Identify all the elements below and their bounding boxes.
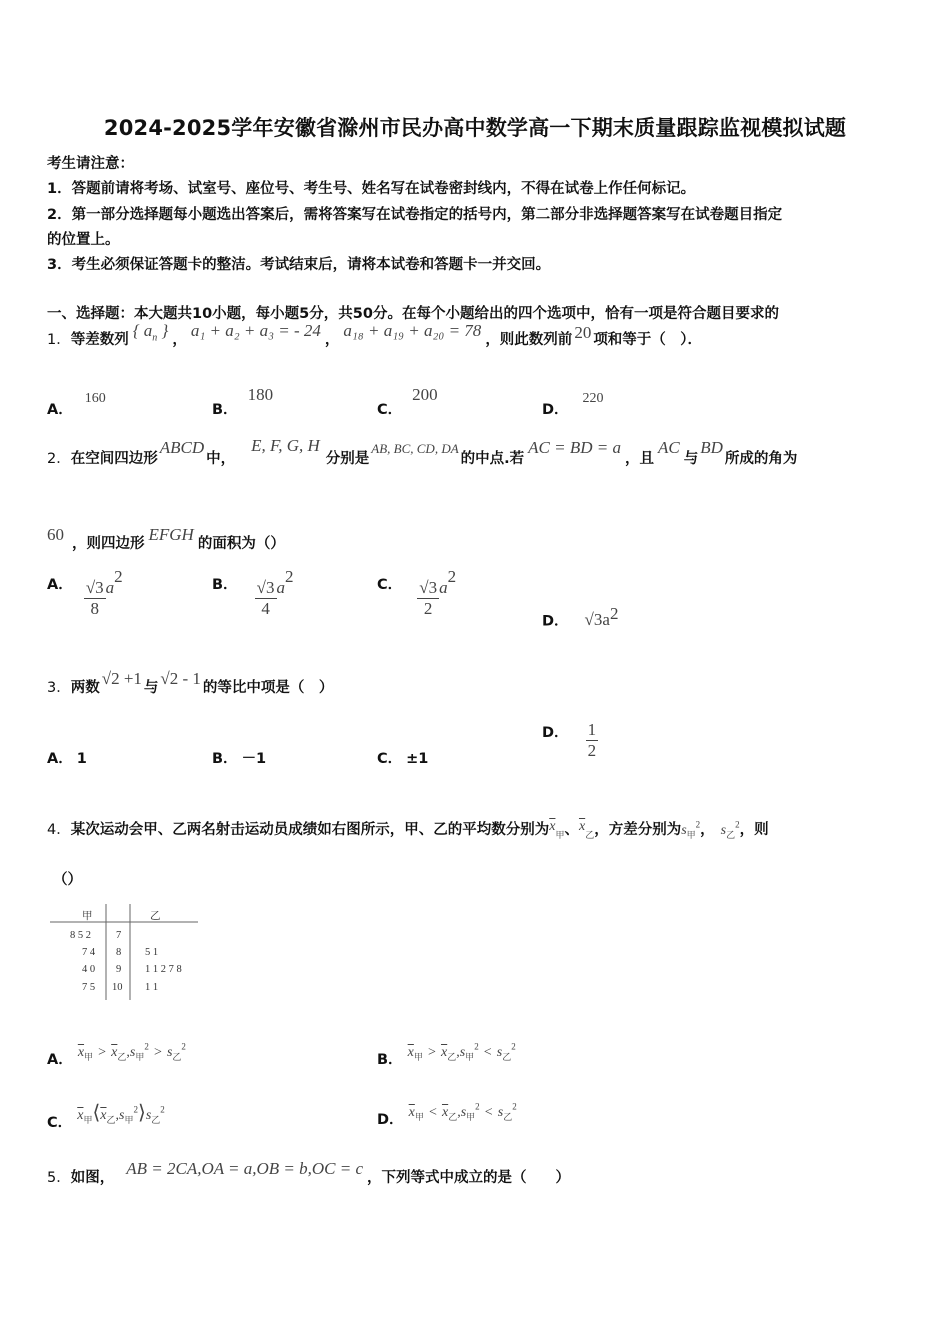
q2-option-b-a: a — [276, 577, 285, 597]
q4-a-op2: > — [153, 1045, 162, 1060]
q2-option-a-den: 8 — [90, 598, 99, 618]
q4-option-a[interactable]: A． $\overline{x}_甲 > \overline{x}_乙,s_甲^2 > s_乙^2$ — [47, 1041, 186, 1068]
question-1 — [47, 321, 703, 351]
q3-option-c-value: ±1 — [406, 751, 429, 767]
q4-sep: 、 — [564, 822, 579, 838]
q4-xbar-jia: $\overline{x}$ — [549, 819, 556, 834]
q4-c-x1: $\overline{x}$ — [77, 1108, 84, 1123]
q2-option-b[interactable] — [212, 567, 294, 618]
q4-a-s1: s — [129, 1045, 136, 1060]
q4-text-1: 某次运动会甲、乙两名射击运动员成绩如右图所示，甲、乙的平均数分别为 — [70, 822, 550, 838]
notice-item-2-cont: 的位置上。 — [47, 232, 120, 248]
stem-head-left: 甲 — [82, 911, 93, 922]
q2-option-c-a: a — [439, 577, 448, 597]
q4-b-sq1: 2 — [474, 1041, 479, 1052]
q4-s-sub-jia: 甲 — [686, 830, 696, 841]
stem-row-3-left: 4 0 — [82, 964, 96, 975]
stem-row-1-left: 8 5 2 — [70, 930, 91, 941]
question-5 — [47, 1159, 571, 1187]
q4-c-sq1: 2 — [133, 1104, 138, 1115]
q2-abcd: ABCD — [159, 438, 205, 457]
q4-b-op1: > — [427, 1045, 436, 1060]
q4-number: 4． — [47, 822, 71, 838]
q5-text-2: ，下列等式中成立的是（ ） — [367, 1170, 571, 1186]
q2-option-b-den: 4 — [261, 598, 270, 618]
q4-sub-jia: 甲 — [555, 830, 565, 841]
q2-option-a-a: a — [105, 577, 115, 597]
q4-d-ssub2: 乙 — [503, 1112, 513, 1123]
q4-option-c-label: C． — [47, 1115, 73, 1131]
q1-number: 1． — [47, 332, 71, 348]
q4-b-x1: $\overline{x}$ — [407, 1045, 414, 1060]
q1-text-1: 等差数列 — [70, 332, 129, 348]
q4-a-sq1: 2 — [144, 1041, 149, 1052]
stem-head-right: 乙 — [150, 911, 161, 922]
question-2 — [47, 436, 798, 468]
q4-d-x2: $\overline{x}$ — [441, 1105, 449, 1120]
q3-option-d[interactable] — [542, 720, 598, 760]
q4-b-sub1: 甲 — [413, 1052, 423, 1063]
q2-text-6: 与 — [683, 451, 699, 467]
q4-option-d-label: D． — [377, 1112, 404, 1128]
stem-row-2-stem: 8 — [116, 947, 122, 958]
q4-text-2: ，方差分别为 — [594, 822, 682, 838]
q1-option-a-value: 160 — [84, 391, 106, 406]
q2-text-2: 中， — [206, 451, 236, 467]
q2-text-8: ，则四边形 — [72, 536, 145, 552]
section-heading: 一、选择题：本大题共10小题，每小题5分，共50分。在每个小题给出的四个选项中，恰有一项是符合题目要求的 — [47, 306, 779, 322]
q4-d-op1: < — [428, 1105, 437, 1120]
q2-option-c-label: C． — [377, 576, 403, 593]
q2-option-a[interactable] — [47, 567, 123, 618]
q4-d-ssub1: 甲 — [466, 1112, 476, 1123]
q3-value-b: √2 - 1 — [160, 669, 201, 688]
q3-value-a: √2 +1 — [101, 669, 142, 688]
q4-s-sq-jia: 2 — [695, 819, 701, 830]
q4-option-b-label: B． — [377, 1052, 403, 1068]
q4-a-x2: $\overline{x}$ — [111, 1045, 118, 1060]
q2-option-d-expr: √3a — [584, 610, 610, 630]
stem-row-1-stem: 7 — [116, 930, 122, 941]
q3-text-1: 两数 — [70, 680, 100, 696]
q3-option-b-value: －1 — [241, 751, 267, 767]
q4-c-s2: s — [145, 1108, 152, 1123]
q1-option-c-label: C． — [377, 402, 403, 418]
q3-option-a[interactable] — [47, 747, 87, 768]
q3-option-a-value: 1 — [76, 751, 87, 767]
notice-item-1: 1．答题前请将考场、试室号、座位号、考生号、姓名写在试卷密封线内，不得在试卷上作任何标记。 — [47, 181, 696, 197]
q3-option-b[interactable] — [212, 747, 266, 768]
q4-c-x2: $\overline{x}$ — [100, 1108, 107, 1123]
q4-a-ssub1: 甲 — [135, 1052, 145, 1063]
q1-seq-close: } — [157, 321, 169, 340]
q1-option-a-label: A． — [47, 402, 73, 418]
q4-d-sq1: 2 — [475, 1101, 480, 1112]
q1-text-2: ，则此数列前 — [485, 332, 573, 348]
stem-leaf-plot — [48, 904, 208, 1004]
q4-c-ssub1: 甲 — [124, 1115, 134, 1126]
q4-d-sub1: 甲 — [414, 1112, 424, 1123]
q4-b-s2: s — [496, 1045, 503, 1060]
q2-option-a-label: A． — [47, 576, 73, 593]
question-2-cont — [47, 525, 285, 553]
q2-option-c-num: √3 — [419, 578, 438, 597]
q3-number: 3． — [47, 680, 71, 696]
q2-option-b-label: B． — [212, 576, 238, 593]
q2-number: 2． — [47, 451, 71, 467]
q3-text-2: 与 — [143, 680, 159, 696]
q4-d-op2: < — [484, 1105, 493, 1120]
q2-option-d-exp: 2 — [609, 604, 619, 623]
q4-option-a-label: A． — [47, 1052, 73, 1068]
q1-option-a[interactable] — [47, 386, 106, 418]
q4-d-x1: $\overline{x}$ — [408, 1105, 415, 1120]
q2-option-c[interactable] — [377, 567, 457, 618]
q2-text-3: 分别是 — [325, 451, 370, 467]
stem-row-4-left: 7 5 — [82, 982, 96, 993]
q1-cond-1: a₁ + a₂ + a₃ = - 24 — [190, 321, 321, 340]
q4-text-3: ，则 — [739, 822, 769, 838]
q4-b-x2: $\overline{x}$ — [440, 1045, 448, 1060]
q2-option-b-num: √3 — [256, 578, 275, 597]
stem-row-4-right: 1 1 — [145, 982, 159, 993]
stem-leaf-lines — [48, 904, 208, 1004]
stem-row-2-left: 7 4 — [82, 947, 96, 958]
q1-option-b-label: B． — [212, 402, 238, 418]
q4-a-x1: $\overline{x}$ — [77, 1045, 85, 1060]
q1-seq: { a — [132, 321, 153, 340]
q2-text-7: 所成的角为 — [724, 451, 798, 467]
q2-option-c-den: 2 — [423, 598, 433, 618]
q1-option-c[interactable] — [377, 384, 438, 418]
q2-option-a-num: √3 — [85, 578, 104, 597]
q4-a-sub2: 乙 — [117, 1052, 127, 1063]
q2-text-4: 的中点.若 — [460, 451, 525, 467]
q4-option-d[interactable]: D． $\overline{x}_甲 < \overline{x}_乙,s_甲^2 < s_乙^2$ — [377, 1101, 517, 1128]
q3-text-3: 的等比中项是（ ） — [202, 680, 334, 696]
q2-option-b-exp: 2 — [285, 567, 294, 587]
q1-cond-2: a₁₈ + a₁₉ + a₂₀ = 78 — [343, 321, 482, 340]
q4-d-s1: s — [460, 1105, 467, 1120]
q1-option-b-value: 180 — [247, 385, 274, 404]
q4-b-s1: s — [459, 1045, 466, 1060]
q1-n20: 20 — [574, 323, 592, 342]
q2-option-d[interactable] — [542, 604, 618, 630]
q4-a-op1: > — [98, 1045, 107, 1060]
q2-equation: AC = BD = a — [528, 438, 621, 457]
q2-bd: BD — [700, 438, 723, 457]
q4-a-sub1: 甲 — [84, 1052, 94, 1063]
q4-option-b[interactable]: B． $\overline{x}_甲 > \overline{x}_乙,s_甲^2 < s_乙^2$ — [377, 1041, 516, 1068]
stem-row-3-stem: 9 — [116, 964, 122, 975]
q4-s-sub-yi: 乙 — [726, 830, 736, 841]
q2-efgh-points: E, F, G, H — [251, 436, 320, 455]
q3-option-d-den: 2 — [587, 740, 597, 760]
q4-d-sub2: 乙 — [448, 1112, 458, 1123]
q4-c-op2: ⟩ — [138, 1102, 146, 1124]
question-3 — [47, 669, 334, 697]
q1-option-d-value: 220 — [582, 391, 604, 406]
q2-text-5: ，且 — [625, 451, 654, 467]
q4-a-s2: s — [166, 1045, 173, 1060]
q5-number: 5． — [47, 1170, 71, 1186]
q4-a-sq2: 2 — [181, 1041, 186, 1052]
q4-c-sub2: 乙 — [106, 1115, 116, 1126]
q4-b-sub2: 乙 — [447, 1052, 457, 1063]
q4-s-sq-yi: 2 — [735, 819, 740, 830]
q3-option-d-num: 1 — [587, 720, 597, 739]
q1-comma-1: ， — [172, 332, 187, 348]
q4-s-jia: s — [681, 823, 687, 838]
q3-option-d-label: D． — [542, 724, 569, 741]
q2-option-c-exp: 2 — [447, 567, 457, 587]
q4-c-op1: ⟨ — [92, 1102, 101, 1124]
notice-heading: 考生请注意： — [47, 156, 134, 172]
q1-seq-sub: n — [152, 332, 158, 344]
q2-text-9: 的面积为（） — [197, 536, 285, 552]
q4-b-sq2: 2 — [511, 1041, 516, 1052]
q2-angle: 60 — [47, 525, 64, 544]
q1-option-c-value: 200 — [412, 385, 438, 404]
q1-option-d-label: D． — [542, 402, 569, 418]
q4-sub-yi: 乙 — [585, 830, 595, 841]
q2-option-a-exp: 2 — [114, 567, 123, 587]
q3-option-b-label: B． — [212, 751, 238, 767]
q4-d-sq2: 2 — [512, 1101, 517, 1112]
notice-item-3: 3．考生必须保证答题卡的整洁。考试结束后，请将本试卷和答题卡一并交回。 — [47, 257, 551, 273]
q4-option-c[interactable]: C． $\overline{x}_甲⟨\overline{x}_乙,s_甲^2⟩s_乙^2$ — [47, 1102, 165, 1131]
stem-row-2-right: 5 1 — [145, 947, 159, 958]
q2-efgh: EFGH — [148, 525, 194, 544]
q4-c-s1: s — [119, 1108, 125, 1123]
q4-paren: （） — [53, 872, 82, 888]
q4-xbar-yi: $\overline{x}$ — [578, 819, 586, 834]
q5-expression: AB = 2CA,OA = a,OB = b,OC = c — [126, 1159, 364, 1178]
question-4 — [47, 818, 769, 841]
q1-option-d[interactable] — [542, 386, 604, 418]
q4-comma: ， — [700, 822, 715, 838]
stem-row-3-right: 1 1 2 7 8 — [145, 964, 182, 975]
q4-a-ssub2: 乙 — [172, 1052, 182, 1063]
q4-b-ssub2: 乙 — [502, 1052, 512, 1063]
q4-c-ssub2: 乙 — [151, 1115, 161, 1126]
notice-item-2: 2．第一部分选择题每小题选出答案后，需将答案写在试卷指定的括号内，第二部分非选择题答案写在试卷题目指定 — [47, 207, 783, 223]
q3-option-c-label: C． — [377, 751, 403, 767]
page-title: 2024-2025学年安徽省滁州市民办高中数学高一下期末质量跟踪监视模拟试题 — [103, 116, 847, 140]
q4-b-op2: < — [483, 1045, 492, 1060]
q3-option-c[interactable] — [377, 747, 428, 768]
q1-comma-2: ， — [324, 332, 340, 348]
q2-option-d-label: D． — [542, 613, 569, 630]
q3-option-a-label: A． — [47, 751, 73, 767]
q4-d-s2: s — [497, 1105, 504, 1120]
q4-b-ssub1: 甲 — [465, 1052, 475, 1063]
q1-option-b[interactable] — [212, 384, 274, 418]
q4-s-yi: s — [720, 823, 727, 838]
q2-text-1: 在空间四边形 — [70, 451, 158, 467]
q4-c-sq2: 2 — [160, 1104, 165, 1115]
q4-c-sub1: 甲 — [83, 1115, 93, 1126]
stem-row-4-stem: 10 — [112, 982, 123, 993]
q5-text-1: 如图， — [70, 1170, 115, 1186]
q2-ac: AC — [658, 438, 680, 457]
q1-text-3: 项和等于（ ）． — [593, 332, 703, 348]
q2-edges: AB, BC, CD, DA — [371, 441, 459, 456]
